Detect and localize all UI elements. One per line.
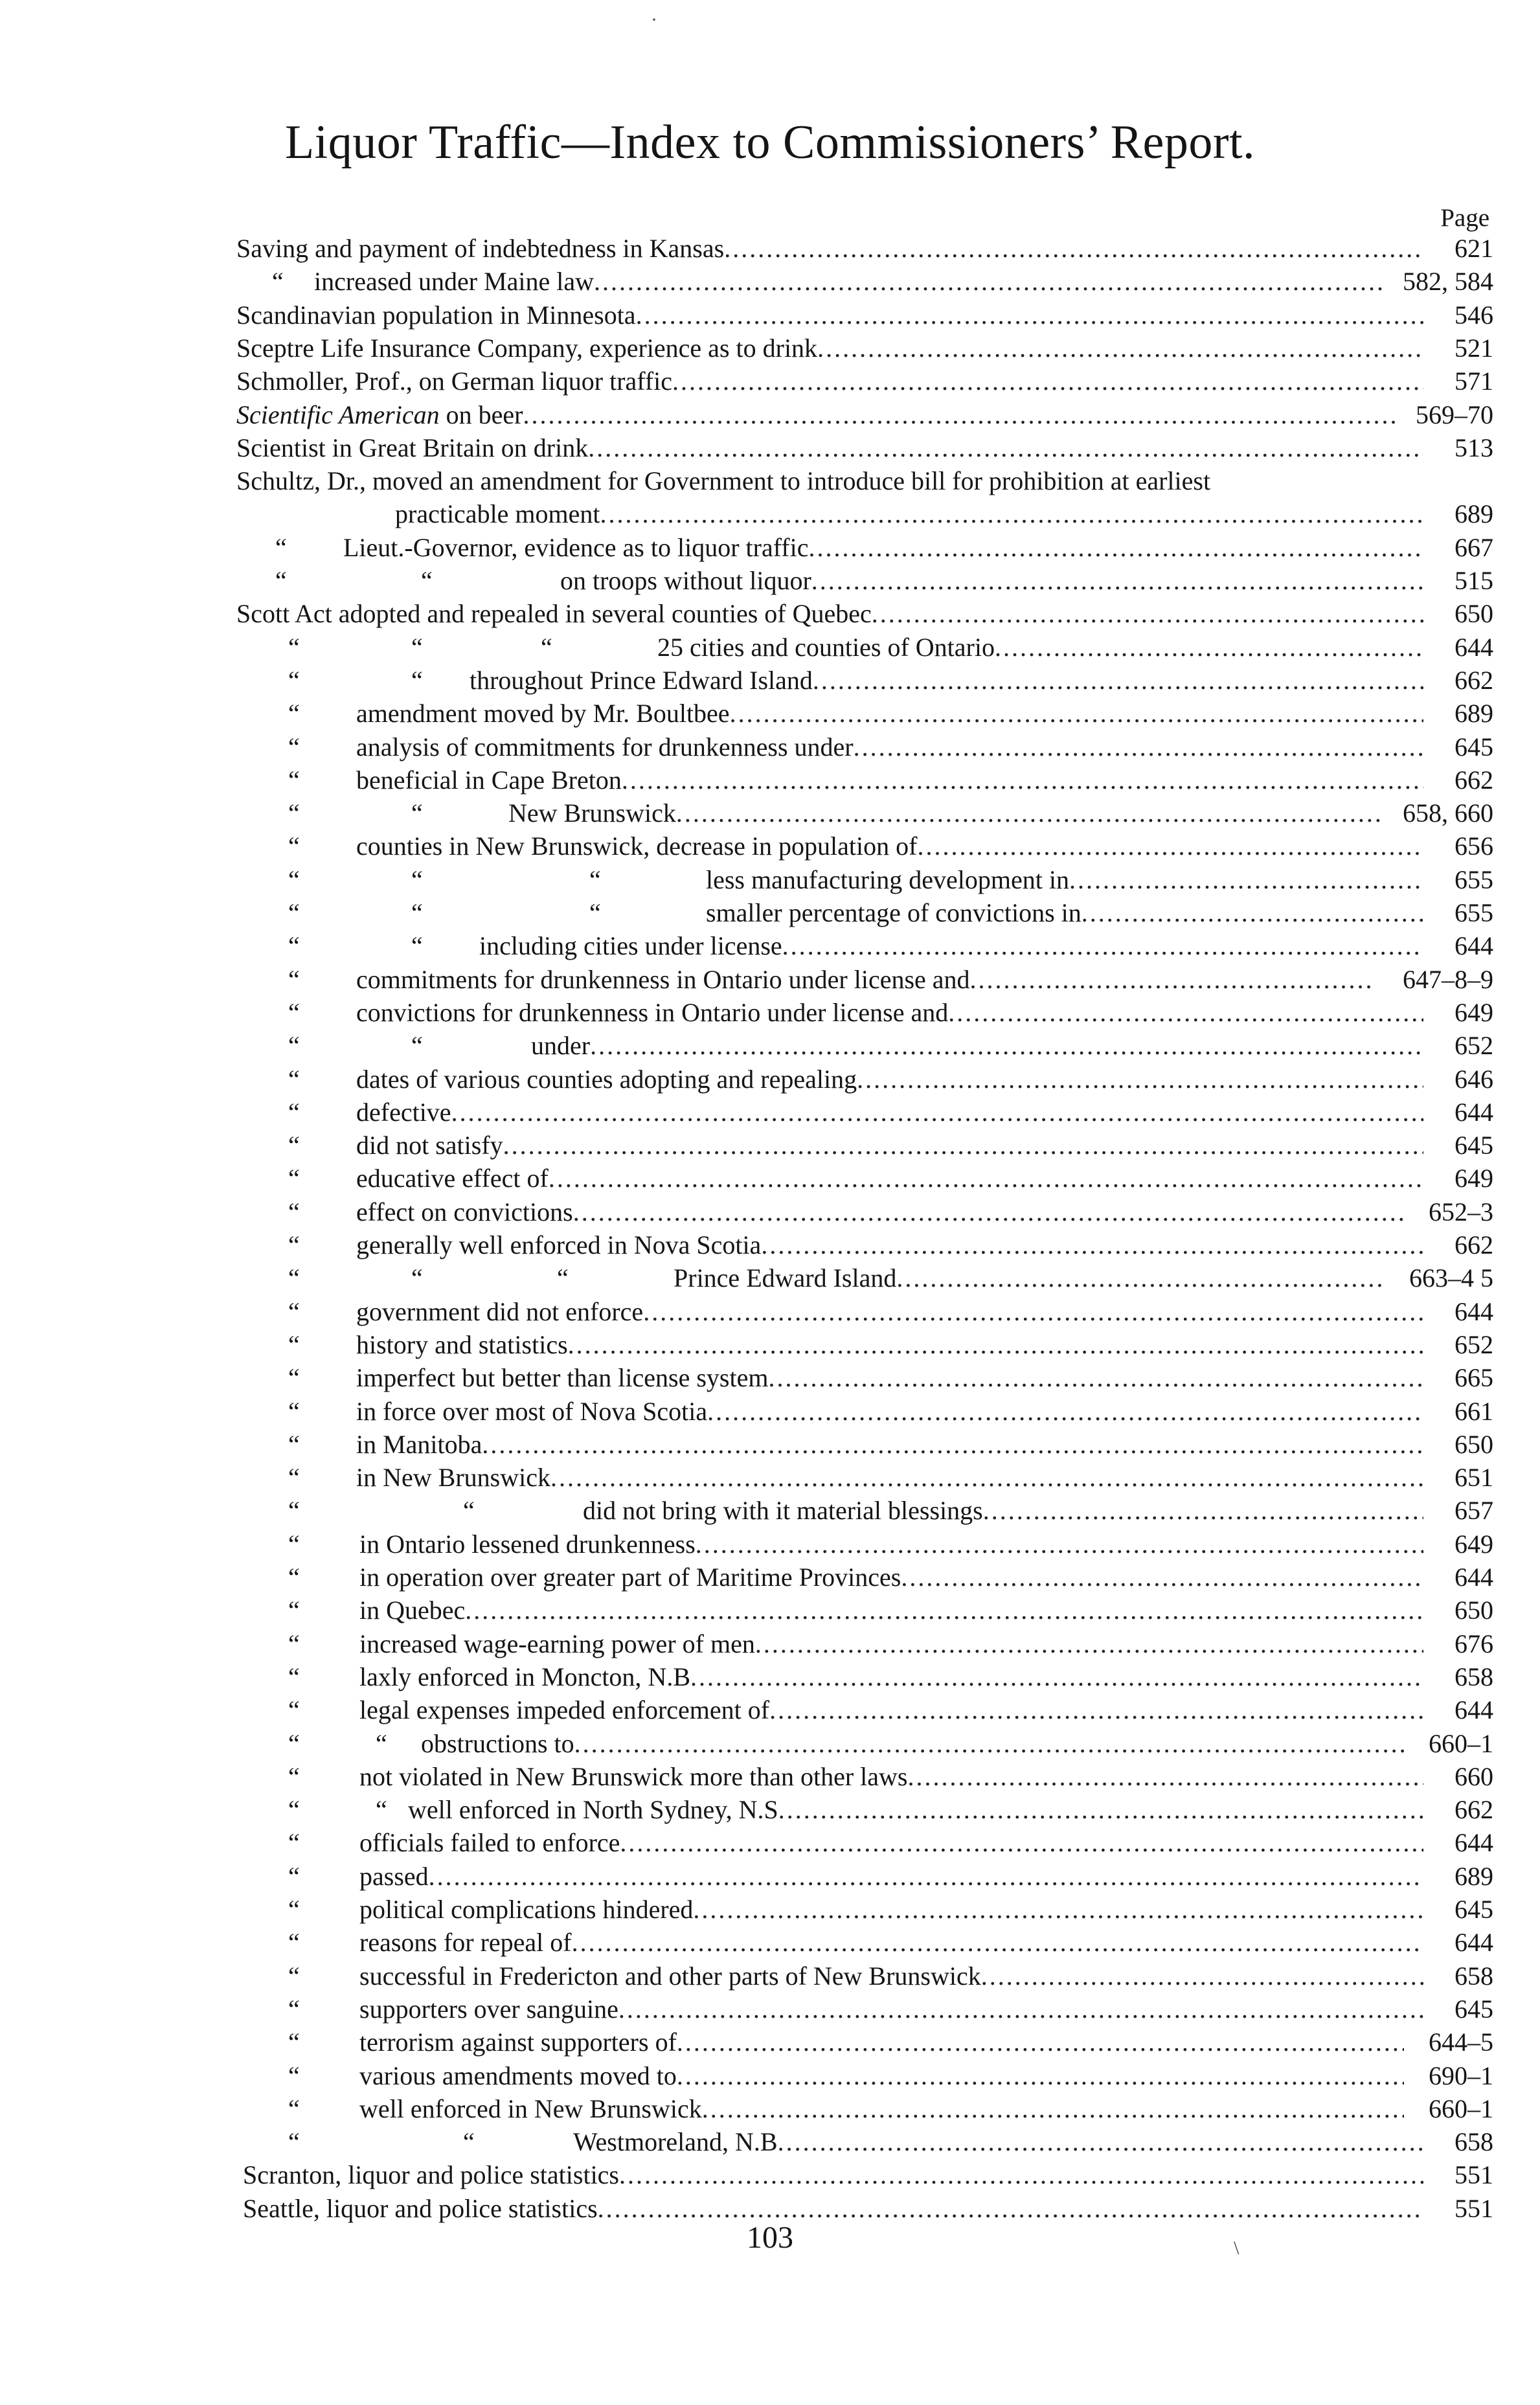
index-entry: [0, 1693, 1540, 1726]
index-entry: [0, 763, 1540, 796]
entry-page: 667: [1455, 532, 1493, 562]
entry-page: 650: [1455, 1596, 1493, 1625]
entry-text: Schultz, Dr., moved an amendment for Government to introduce bill for prohibition at earliest: [236, 466, 1211, 496]
entry-page: 690–1: [1429, 2061, 1493, 2090]
ditto-mark: “: [288, 1463, 300, 1493]
index-entry: [0, 2158, 1540, 2191]
entry-page: 651: [1455, 1463, 1493, 1493]
index-entry: [0, 564, 1540, 597]
entry-page: 662: [1455, 665, 1493, 695]
entry-page: 660: [1455, 1761, 1493, 1791]
entry-text: counties in New Brunswick, decrease in population of: [356, 831, 918, 861]
index-entry: [0, 1261, 1540, 1294]
entry-page: 652: [1455, 1329, 1493, 1359]
index-entry: [0, 1361, 1540, 1394]
entry-page: 676: [1455, 1629, 1493, 1658]
entry-text: obstructions to: [421, 1728, 574, 1758]
scan-speck: ·: [651, 9, 657, 30]
index-entry: [0, 1063, 1540, 1096]
entry-text: defective: [356, 1097, 451, 1127]
entry-text: not violated in New Brunswick more than other laws: [359, 1761, 908, 1791]
page-number: 103: [747, 2220, 793, 2255]
ditto-mark: “: [463, 1496, 475, 1526]
index-entry: [0, 2125, 1540, 2158]
entry-page: 689: [1455, 499, 1493, 529]
ditto-mark: “: [411, 665, 423, 695]
entry-text: increased wage-earning power of men: [359, 1629, 755, 1658]
entry-page: 521: [1455, 333, 1493, 363]
entry-text: Seattle, liquor and police statistics: [243, 2193, 598, 2223]
index-entry: [0, 664, 1540, 697]
entry-text: Westmoreland, N.B: [573, 2127, 778, 2157]
ditto-mark: “: [421, 566, 433, 595]
index-entry: [0, 929, 1540, 962]
entry-text: Prince Edward Island: [674, 1263, 897, 1293]
ditto-mark: “: [288, 1230, 300, 1259]
ditto-mark: “: [288, 1994, 300, 2024]
ditto-mark: “: [288, 2127, 300, 2157]
index-entry: [0, 531, 1540, 564]
entry-page: 644: [1455, 1695, 1493, 1725]
index-entry: [0, 1428, 1540, 1461]
entry-page: 551: [1455, 2160, 1493, 2190]
ditto-mark: “: [288, 1164, 300, 1193]
entry-page: 571: [1455, 367, 1493, 396]
entry-text: Scandinavian population in Minnesota: [236, 300, 636, 330]
entry-page: 658, 660: [1403, 798, 1493, 828]
ditto-mark: “: [288, 864, 300, 894]
ditto-mark: “: [272, 267, 284, 297]
ditto-mark: “: [288, 1961, 300, 1991]
entry-page: 650: [1455, 1429, 1493, 1459]
entry-text: throughout Prince Edward Island: [470, 665, 813, 695]
ditto-mark: “: [411, 1031, 423, 1061]
entry-page: 658: [1455, 1961, 1493, 1991]
entry-text: reasons for repeal of: [359, 1928, 572, 1958]
entry-text: practicable moment: [395, 499, 600, 529]
entry-text: Sceptre Life Insurance Company, experience as to drink: [236, 333, 818, 363]
entry-page: 645: [1455, 1131, 1493, 1160]
entry-text: under: [531, 1031, 591, 1061]
ditto-mark: “: [541, 632, 552, 662]
index-entry: [0, 1993, 1540, 2026]
entry-text: in Manitoba: [356, 1429, 482, 1459]
ditto-mark: “: [288, 1031, 300, 1061]
index-entry: [0, 1627, 1540, 1660]
index-entry: [0, 464, 1540, 497]
ditto-mark: “: [288, 898, 300, 927]
ditto-mark: “: [557, 1263, 569, 1293]
index-entry: [0, 1860, 1540, 1893]
index-entry: [0, 996, 1540, 1029]
entry-page: 644: [1455, 1563, 1493, 1592]
entry-page: 662: [1455, 1795, 1493, 1825]
index-entry: [0, 1295, 1540, 1328]
page-title: Liquor Traffic—Index to Commissioners’ Report.: [284, 116, 1256, 169]
index-entry: [0, 1528, 1540, 1561]
entry-text: smaller percentage of convictions in: [706, 898, 1081, 927]
entry-page: 569–70: [1416, 400, 1493, 429]
entry-page: 644: [1455, 931, 1493, 961]
index-entry: [0, 1228, 1540, 1261]
entry-text: Lieut.-Governor, evidence as to liquor traffic: [343, 532, 809, 562]
index-entry: [0, 398, 1540, 431]
ditto-mark: “: [288, 1629, 300, 1658]
ditto-mark: “: [288, 2027, 300, 2057]
ditto-mark: “: [288, 665, 300, 695]
index-entry: [0, 1727, 1540, 1760]
index-entry: [0, 896, 1540, 929]
entry-page: 644: [1455, 1296, 1493, 1326]
index-entry: [0, 1926, 1540, 1959]
entry-text: did not bring with it material blessings: [583, 1496, 983, 1526]
ditto-mark: “: [288, 2094, 300, 2123]
index-entry: [0, 2059, 1540, 2092]
index-entry: [0, 963, 1540, 996]
ditto-mark: “: [288, 1097, 300, 1127]
entry-text: in New Brunswick: [356, 1463, 550, 1493]
ditto-mark: “: [288, 632, 300, 662]
entry-page: 661: [1455, 1396, 1493, 1426]
ditto-mark: “: [275, 532, 287, 562]
index-entry: [0, 1959, 1540, 1993]
entry-page: 662: [1455, 765, 1493, 795]
ditto-mark: “: [288, 964, 300, 994]
index-entry: [0, 2026, 1540, 2059]
ditto-mark: “: [288, 1795, 300, 1825]
entry-text: laxly enforced in Moncton, N.B: [359, 1662, 690, 1691]
index-entry: [0, 365, 1540, 398]
entry-text: in operation over greater part of Maritime Provinces: [359, 1563, 901, 1592]
entry-text: 25 cities and counties of Ontario: [657, 632, 995, 662]
index-entry: [0, 265, 1540, 298]
entry-text: in force over most of Nova Scotia: [356, 1396, 708, 1426]
ditto-mark: “: [288, 1263, 300, 1293]
ditto-mark: “: [376, 1728, 387, 1758]
index-entry: [0, 1195, 1540, 1228]
ditto-mark: “: [288, 1662, 300, 1691]
ditto-mark: “: [288, 1861, 300, 1891]
ditto-mark: “: [288, 1695, 300, 1725]
ditto-mark: “: [288, 1064, 300, 1094]
ditto-mark: “: [288, 1761, 300, 1791]
entry-page: 644: [1455, 1097, 1493, 1127]
index-entry: [0, 1893, 1540, 1926]
entry-page: 649: [1455, 1164, 1493, 1193]
index-entry: [0, 232, 1540, 265]
entry-text: history and statistics: [356, 1329, 568, 1359]
ditto-mark: “: [288, 1197, 300, 1226]
entry-text: in Quebec: [359, 1596, 466, 1625]
page-column-header: Page: [1440, 204, 1489, 232]
ditto-mark: “: [376, 1795, 387, 1825]
ditto-mark: “: [288, 1728, 300, 1758]
ditto-mark: “: [288, 831, 300, 861]
entry-page: 662: [1455, 1230, 1493, 1259]
ditto-mark: “: [288, 2061, 300, 2090]
entry-text: political complications hindered: [359, 1895, 694, 1924]
ditto-mark: “: [411, 898, 423, 927]
entry-text: did not satisfy: [356, 1131, 503, 1160]
entry-text: on troops without liquor: [560, 566, 811, 595]
entry-text: convictions for drunkenness in Ontario under license and: [356, 997, 949, 1027]
ditto-mark: “: [288, 1396, 300, 1426]
index-entry: [0, 830, 1540, 863]
entry-text: Scientific American on beer: [236, 400, 523, 429]
entry-text: analysis of commitments for drunkenness under: [356, 732, 854, 762]
index-entry: [0, 730, 1540, 763]
entry-page: 665: [1455, 1363, 1493, 1393]
entry-text: imperfect but better than license system: [356, 1363, 769, 1393]
entry-text: supporters over sanguine: [359, 1994, 618, 2024]
ditto-mark: “: [288, 1895, 300, 1924]
index-entry: [0, 1461, 1540, 1494]
ditto-mark: “: [288, 1131, 300, 1160]
entry-page: 649: [1455, 997, 1493, 1027]
entry-page: 644: [1455, 1828, 1493, 1858]
ditto-mark: “: [411, 1263, 423, 1293]
entry-text: amendment moved by Mr. Boultbee: [356, 699, 730, 728]
entry-text: Saving and payment of indebtedness in Kansas: [236, 234, 725, 263]
entry-page: 645: [1455, 732, 1493, 762]
entry-page: 513: [1455, 433, 1493, 462]
entry-page: 663–4 5: [1409, 1263, 1493, 1293]
index-entry: [0, 1162, 1540, 1195]
entry-text: various amendments moved to: [359, 2061, 677, 2090]
index-entry: [0, 1328, 1540, 1361]
entry-text: increased under Maine law: [314, 267, 594, 297]
scan-speck: \: [1234, 2237, 1240, 2259]
entry-text: beneficial in Cape Breton: [356, 765, 622, 795]
entry-text: terrorism against supporters of: [359, 2027, 677, 2057]
ditto-mark: “: [288, 1928, 300, 1958]
ditto-mark: “: [288, 1563, 300, 1592]
entry-text: passed: [359, 1861, 429, 1891]
ditto-mark: “: [288, 1596, 300, 1625]
entry-page: 645: [1455, 1895, 1493, 1924]
entry-page: 646: [1455, 1064, 1493, 1094]
index-entry: [0, 597, 1540, 630]
entry-text: Scranton, liquor and police statistics: [243, 2160, 619, 2190]
index-entry: [0, 1395, 1540, 1428]
entry-page: 645: [1455, 1994, 1493, 2024]
entry-text: well enforced in New Brunswick: [359, 2094, 702, 2123]
entry-text: educative effect of: [356, 1164, 549, 1193]
entry-page: 621: [1455, 234, 1493, 263]
ditto-mark: “: [288, 1429, 300, 1459]
entry-text: in Ontario lessened drunkenness: [359, 1529, 696, 1559]
ditto-mark: “: [411, 798, 423, 828]
index-entry: [0, 1561, 1540, 1594]
ditto-mark: “: [463, 2127, 475, 2157]
entry-text: Schmoller, Prof., on German liquor traffic: [236, 367, 673, 396]
entry-page: 546: [1455, 300, 1493, 330]
entry-page: 655: [1455, 898, 1493, 927]
index-entry: [0, 2092, 1540, 2125]
entry-text: dates of various counties adopting and repealing: [356, 1064, 857, 1094]
entry-text: effect on convictions: [356, 1197, 573, 1226]
index-entry: [0, 299, 1540, 332]
entry-page: 647–8–9: [1403, 964, 1493, 994]
ditto-mark: “: [288, 798, 300, 828]
index-entry: [0, 1793, 1540, 1826]
ditto-mark: “: [288, 1329, 300, 1359]
ditto-mark: “: [288, 931, 300, 961]
entry-page: 515: [1455, 566, 1493, 595]
entry-page: 689: [1455, 1861, 1493, 1891]
ditto-mark: “: [411, 632, 423, 662]
index-entry: [0, 1096, 1540, 1129]
index-entry: [0, 1029, 1540, 1062]
index-entry: [0, 697, 1540, 730]
entry-page: 689: [1455, 699, 1493, 728]
index-entry: [0, 1760, 1540, 1793]
entry-text: including cities under license: [479, 931, 782, 961]
index-entry: [0, 332, 1540, 365]
entry-text: government did not enforce: [356, 1296, 644, 1326]
ditto-mark: “: [288, 1828, 300, 1858]
ditto-mark: “: [411, 864, 423, 894]
entry-text: less manufacturing development in: [706, 864, 1069, 894]
entry-page: 655: [1455, 864, 1493, 894]
entry-page: 582, 584: [1403, 267, 1493, 297]
entry-page: 551: [1455, 2193, 1493, 2223]
entry-page: 657: [1455, 1496, 1493, 1526]
entry-page: 644: [1455, 632, 1493, 662]
entry-text: commitments for drunkenness in Ontario under license and: [356, 964, 970, 994]
entry-text: officials failed to enforce: [359, 1828, 620, 1858]
entry-page: 652: [1455, 1031, 1493, 1061]
ditto-mark: “: [288, 1496, 300, 1526]
index-entry: [0, 1660, 1540, 1693]
ditto-mark: “: [288, 997, 300, 1027]
ditto-mark: “: [288, 699, 300, 728]
entry-page: 644: [1455, 1928, 1493, 1958]
ditto-mark: “: [288, 1363, 300, 1393]
entry-page: 652–3: [1429, 1197, 1493, 1226]
entry-page: 658: [1455, 1662, 1493, 1691]
ditto-mark: “: [589, 864, 601, 894]
entry-page: 650: [1455, 599, 1493, 629]
ditto-mark: “: [275, 566, 287, 595]
entry-text: Scott Act adopted and repealed in several counties of Quebec: [236, 599, 872, 629]
ditto-mark: “: [411, 931, 423, 961]
entry-page: 658: [1455, 2127, 1493, 2157]
entry-page: 644–5: [1429, 2027, 1493, 2057]
ditto-mark: “: [288, 1296, 300, 1326]
entry-page: 660–1: [1429, 1728, 1493, 1758]
entry-text: legal expenses impeded enforcement of: [359, 1695, 770, 1725]
ditto-mark: “: [288, 1529, 300, 1559]
index-entry: [0, 431, 1540, 464]
ditto-mark: “: [288, 765, 300, 795]
entry-text: New Brunswick: [508, 798, 676, 828]
index-entry: [0, 796, 1540, 830]
index-entry: [0, 863, 1540, 896]
entry-text: Scientist in Great Britain on drink: [236, 433, 589, 462]
entry-text: well enforced in North Sydney, N.S: [408, 1795, 778, 1825]
entry-page: 660–1: [1429, 2094, 1493, 2123]
index-entry: [0, 497, 1540, 530]
index-entry: [0, 1129, 1540, 1162]
entry-page: 649: [1455, 1529, 1493, 1559]
ditto-mark: “: [589, 898, 601, 927]
entry-text: successful in Fredericton and other parts of New Brunswick: [359, 1961, 981, 1991]
ditto-mark: “: [288, 732, 300, 762]
index-entry: [0, 1494, 1540, 1527]
index-entry: [0, 1594, 1540, 1627]
index-entry: [0, 631, 1540, 664]
entry-text: generally well enforced in Nova Scotia: [356, 1230, 762, 1259]
entry-page: 656: [1455, 831, 1493, 861]
index-entry: [0, 1826, 1540, 1859]
